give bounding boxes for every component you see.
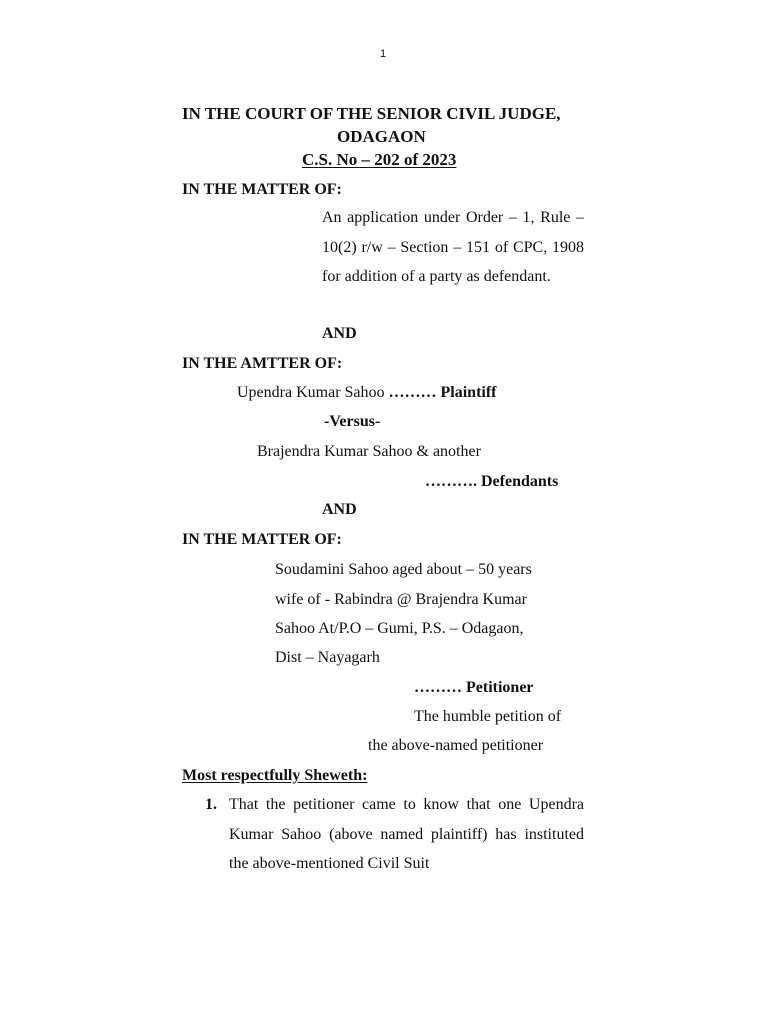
case-number: C.S. No – 202 of 2023: [302, 150, 457, 169]
salutation: Most respectfully Sheweth:: [182, 767, 368, 784]
plaintiff-role: ……… Plaintiff: [388, 384, 497, 401]
page-number: 1: [380, 48, 387, 60]
humble-petition-line1: The humble petition of: [414, 708, 562, 725]
versus-label: -Versus-: [324, 413, 381, 430]
paragraph-text: That the petitioner came to know that one Upendra Kumar Sahoo (above named plaintiff) has instituted the above-mentioned Civil Suit: [229, 796, 584, 872]
matter-label-1: IN THE MATTER OF:: [182, 181, 342, 198]
and-separator-1: AND: [322, 325, 357, 342]
plaintiff-line: [237, 383, 497, 403]
humble-petition-line2: the above-named petitioner: [368, 737, 544, 754]
court-heading-line1: IN THE COURT OF THE SENIOR CIVIL JUDGE,: [182, 104, 561, 123]
petitioner-detail-line: Sahoo At/P.O – Gumi, P.S. – Odagaon,: [275, 620, 524, 637]
and-separator-2: AND: [322, 501, 357, 518]
court-heading-line2: ODAGAON: [337, 127, 426, 146]
petitioner-detail-line: wife of - Rabindra @ Brajendra Kumar: [275, 591, 527, 608]
plaintiff-name: Upendra Kumar Sahoo: [237, 384, 389, 401]
matter-label-2: IN THE AMTTER OF:: [182, 355, 343, 372]
application-description: An application under Order – 1, Rule – 10(2) r/w – Section – 151 of CPC, 1908 for addition of a party as defendant.: [322, 209, 584, 285]
petitioner-detail-line: Soudamini Sahoo aged about – 50 years: [275, 561, 532, 578]
defendant-name: Brajendra Kumar Sahoo & another: [257, 443, 481, 460]
defendants-role: ………. Defendants: [425, 473, 559, 490]
paragraph-number: 1.: [205, 796, 217, 813]
petitioner-role: ……… Petitioner: [414, 679, 534, 696]
petitioner-detail-line: Dist – Nayagarh: [275, 649, 380, 666]
matter-label-3: IN THE MATTER OF:: [182, 531, 342, 548]
